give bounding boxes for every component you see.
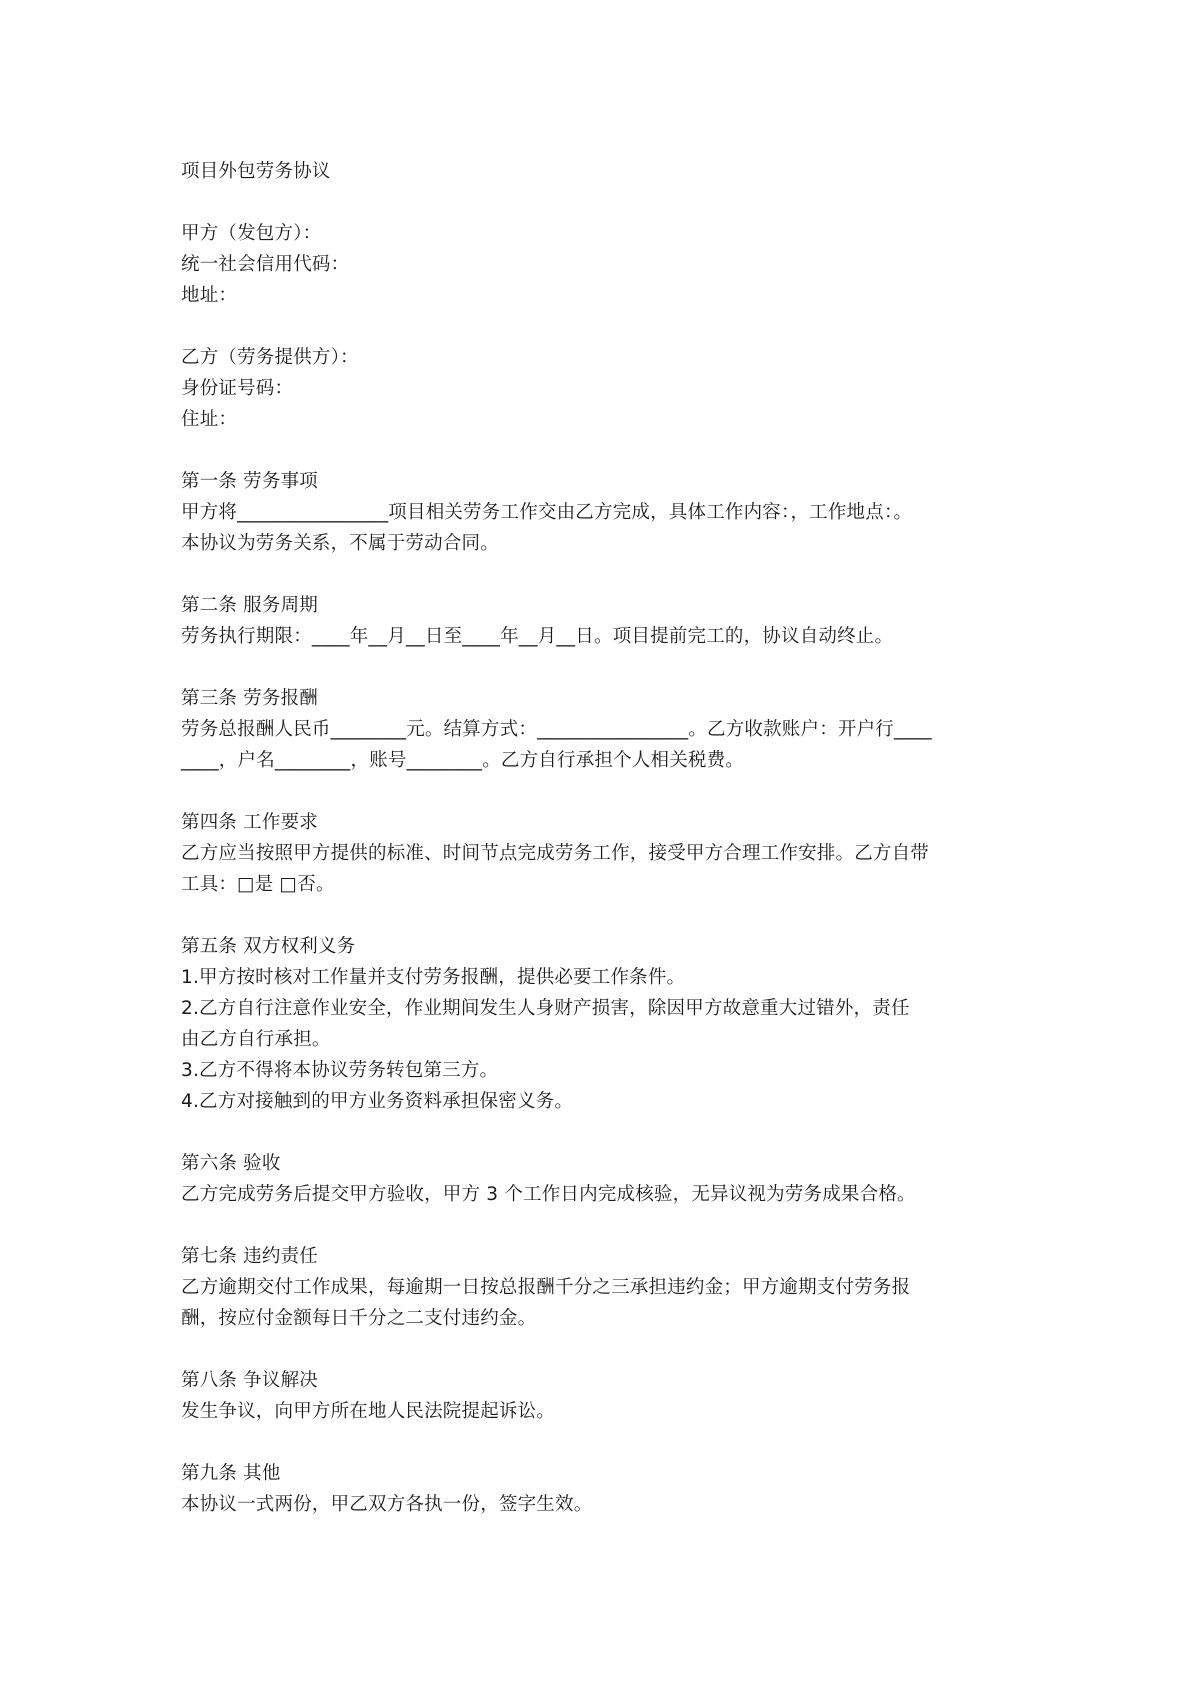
article-4	[181, 807, 1041, 900]
article-heading: 第二条 服务周期	[181, 595, 318, 616]
article-line: 发生争议，向甲方所在地人民法院提起诉讼。	[181, 1401, 556, 1422]
article-line: 乙方逾期交付工作成果，每逾期一日按总报酬千分之三承担违约金；甲方逾期支付劳务报	[181, 1277, 911, 1298]
article-line: 劳务执行期限：____年__月__日至____年__月__日。项目提前完工的，协议自动终止。	[181, 626, 894, 647]
spacer	[181, 311, 1041, 342]
party-b-address: 住址：	[181, 409, 238, 430]
article-line: 3.乙方不得将本协议劳务转包第三方。	[181, 1060, 499, 1081]
spacer	[181, 652, 1041, 683]
party-a-label: 甲方（发包方）：	[181, 223, 322, 244]
article-5	[181, 931, 1041, 1117]
article-line: 2.乙方自行注意作业安全，作业期间发生人身财产损害，除因甲方故意重大过错外，责任	[181, 998, 910, 1019]
article-heading: 第七条 违约责任	[181, 1246, 318, 1267]
article-heading: 第四条 工作要求	[181, 812, 318, 833]
article-line: 工具：□是 □否。	[181, 874, 335, 895]
article-6	[181, 1148, 1041, 1210]
party-a-credit-code: 统一社会信用代码：	[181, 254, 350, 275]
article-8	[181, 1365, 1041, 1427]
article-2	[181, 590, 1041, 652]
spacer	[181, 435, 1041, 466]
article-line: 乙方完成劳务后提交甲方验收，甲方 3 个工作日内完成核验，无异议视为劳务成果合格。	[181, 1184, 916, 1205]
article-heading: 第八条 争议解决	[181, 1370, 318, 1391]
article-line: 甲方将________________项目相关劳务工作交由乙方完成，具体工作内容：，工作地点：。	[181, 502, 913, 523]
party-b-block	[181, 342, 1041, 435]
article-line: ____，户名________，账号________。乙方自行承担个人相关税费。	[181, 750, 745, 771]
article-9	[181, 1458, 1041, 1520]
article-line: 1.甲方按时核对工作量并支付劳务报酬，提供必要工作条件。	[181, 967, 686, 988]
article-heading: 第九条 其他	[181, 1463, 281, 1484]
article-line: 本协议一式两份，甲乙双方各执一份，签字生效。	[181, 1494, 593, 1515]
spacer	[181, 1427, 1041, 1458]
article-3	[181, 683, 1041, 776]
document-page	[181, 156, 1041, 1520]
spacer	[181, 559, 1041, 590]
spacer	[181, 1210, 1041, 1241]
article-heading: 第三条 劳务报酬	[181, 688, 318, 709]
article-line: 酬，按应付金额每日千分之二支付违约金。	[181, 1308, 537, 1329]
party-a-address: 地址：	[181, 285, 238, 306]
party-b-label: 乙方（劳务提供方）：	[181, 347, 359, 368]
article-line: 4.乙方对接触到的甲方业务资料承担保密义务。	[181, 1091, 574, 1112]
spacer	[181, 900, 1041, 931]
article-line: 本协议为劳务关系，不属于劳动合同。	[181, 533, 499, 554]
spacer	[181, 776, 1041, 807]
article-line: 由乙方自行承担。	[181, 1029, 331, 1050]
party-a-block	[181, 218, 1041, 311]
document-title: 项目外包劳务协议	[181, 161, 331, 182]
article-heading: 第一条 劳务事项	[181, 471, 318, 492]
spacer	[181, 1334, 1041, 1365]
article-1	[181, 466, 1041, 559]
article-line: 乙方应当按照甲方提供的标准、时间节点完成劳务工作，接受甲方合理工作安排。乙方自带	[181, 843, 930, 864]
article-line: 劳务总报酬人民币________元。结算方式：________________。乙方收款账户：开户行____	[181, 719, 932, 740]
party-b-id-number: 身份证号码：	[181, 378, 294, 399]
article-heading: 第六条 验收	[181, 1153, 281, 1174]
article-7	[181, 1241, 1041, 1334]
spacer	[181, 1117, 1041, 1148]
article-heading: 第五条 双方权利义务	[181, 936, 356, 957]
